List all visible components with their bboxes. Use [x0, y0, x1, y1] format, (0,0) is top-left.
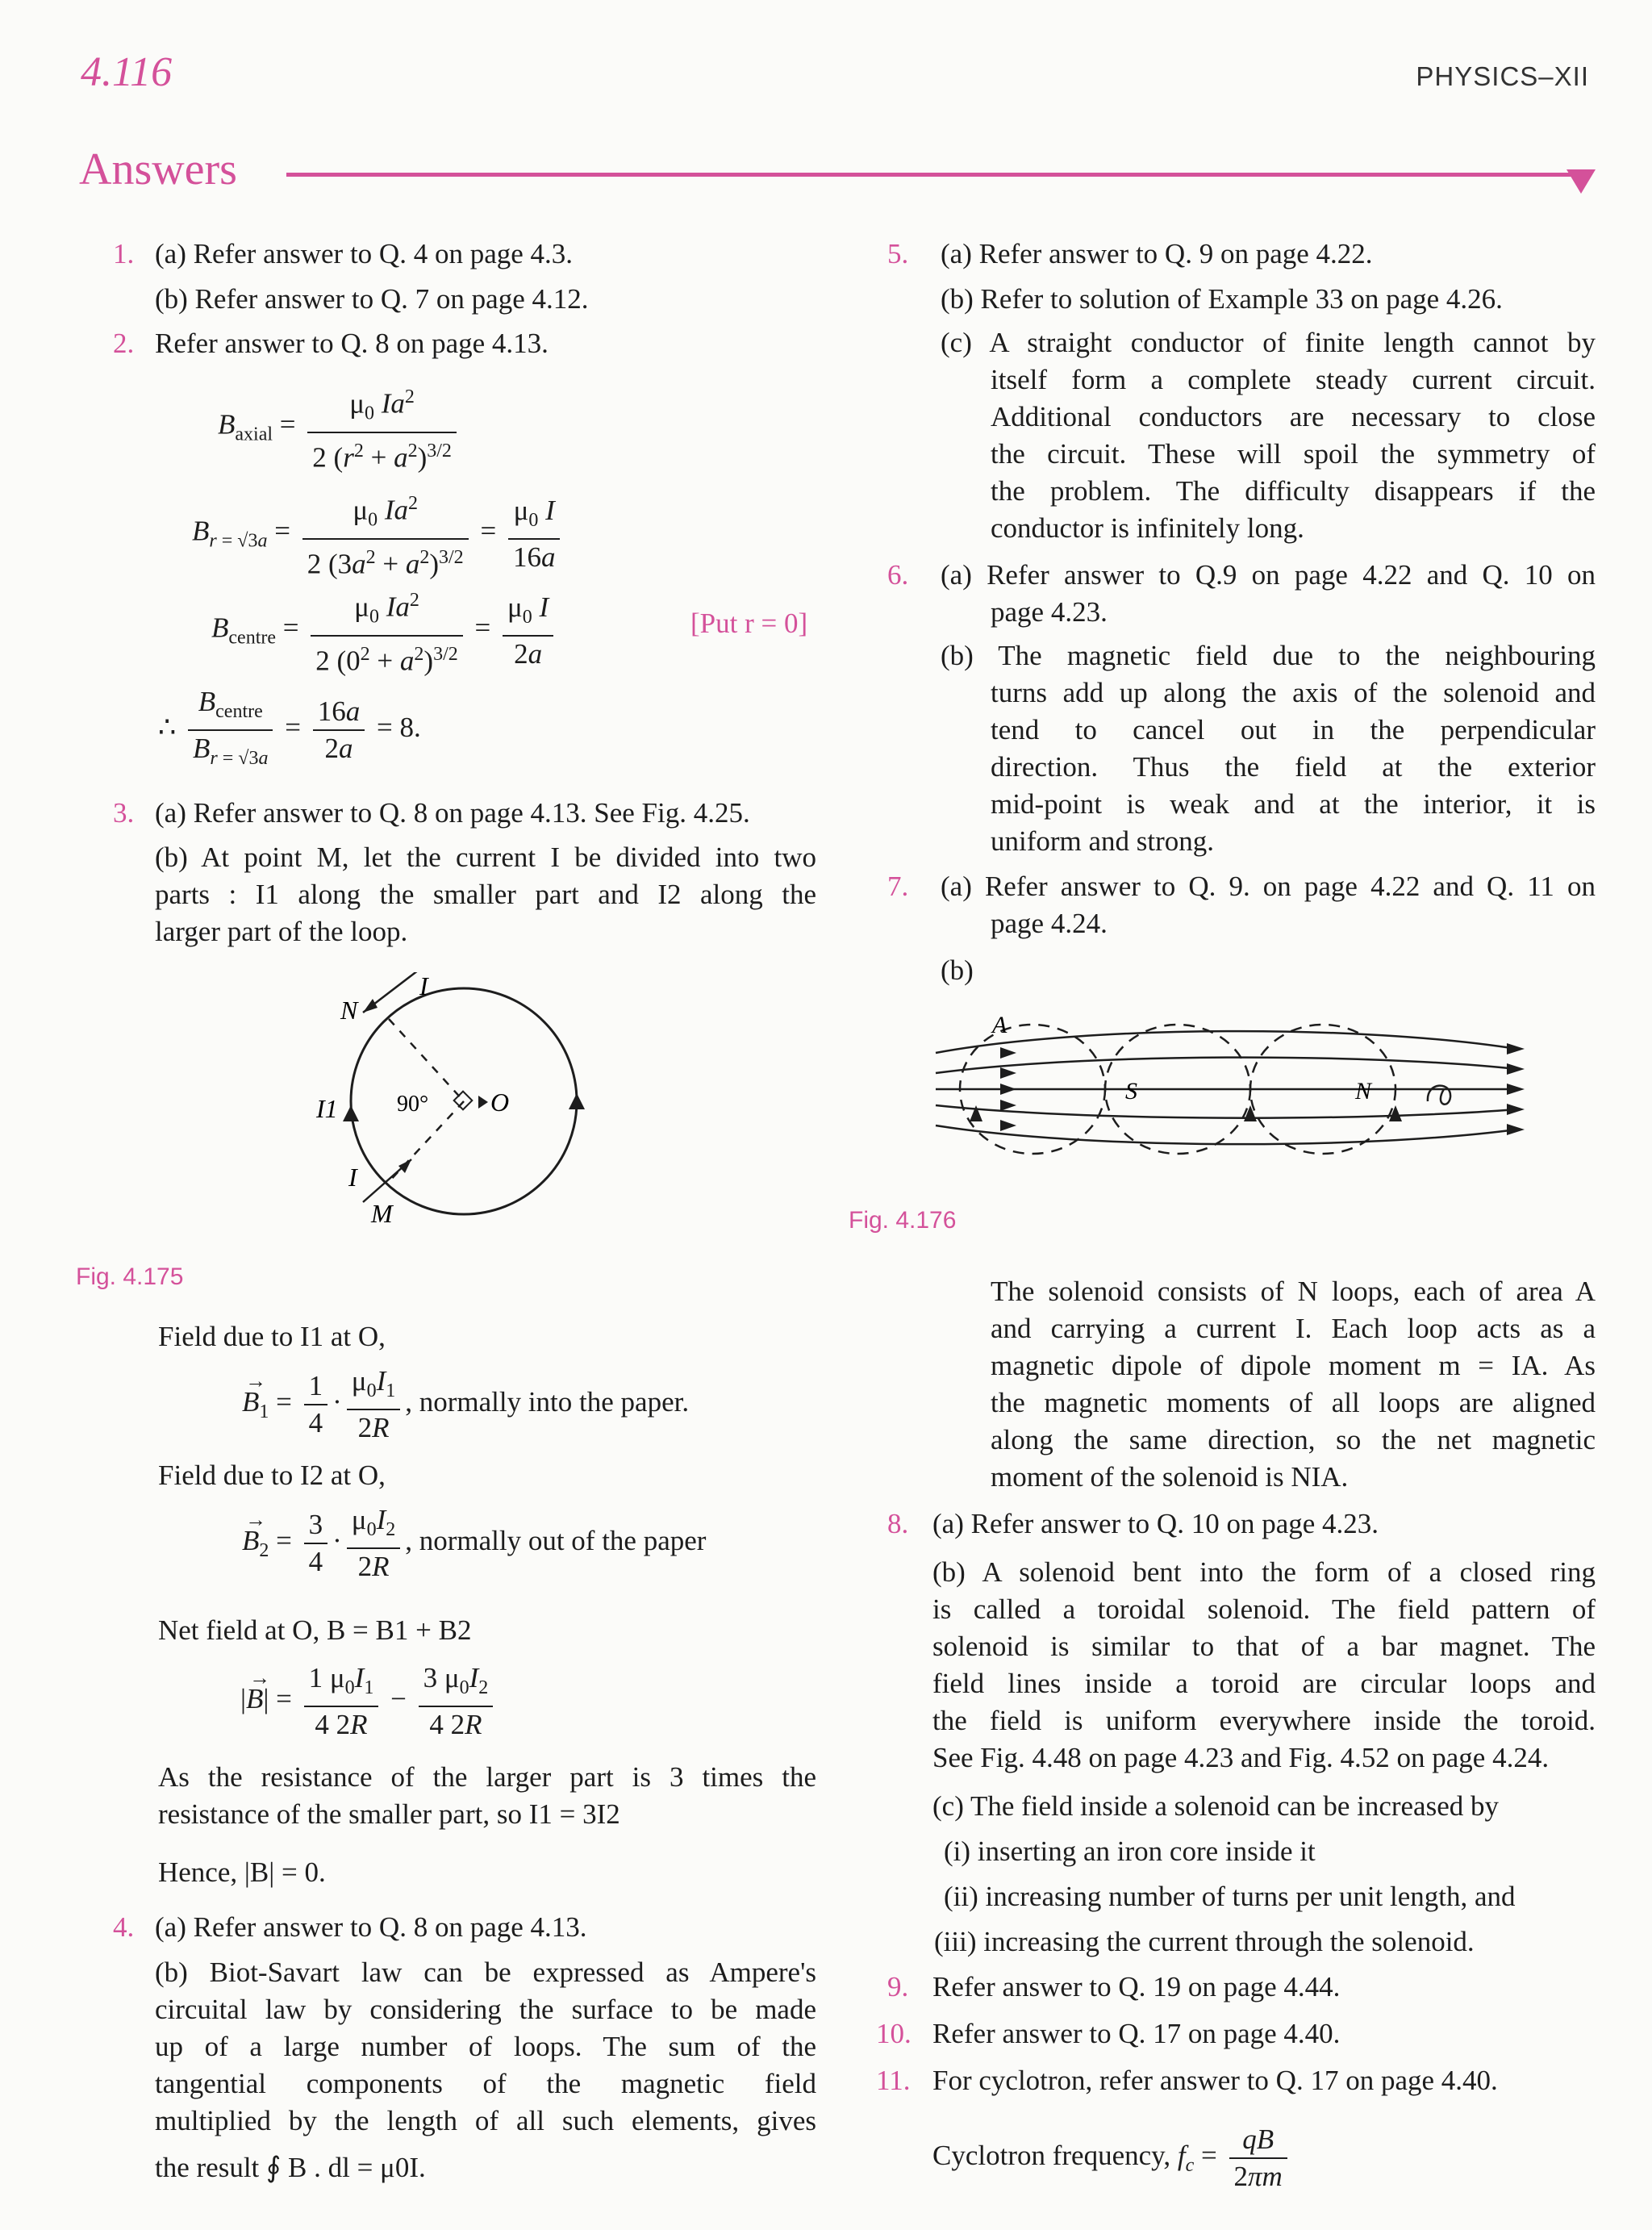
answer-5c-line-5: the problem. The difficulty disappears if the — [991, 475, 1596, 507]
resistance-line-1: As the resistance of the larger part is 3 times the — [158, 1761, 816, 1793]
cyclotron-label: Cyclotron frequency, — [932, 2140, 1171, 2172]
answer-7a-line-2: page 4.24. — [991, 908, 1108, 939]
solenoid-text-line-1: The solenoid consists of N loops, each of area A — [991, 1276, 1596, 1307]
answer-number-7: 7. — [887, 871, 909, 902]
answer-8c: (c) The field inside a solenoid can be increased by — [932, 1790, 1499, 1822]
fig-4-175-diagram — [298, 972, 621, 1238]
put-r-zero: [Put r = 0] — [690, 608, 808, 639]
title-rule — [286, 173, 1577, 177]
answer-2: Refer answer to Q. 8 on page 4.13. — [155, 328, 549, 359]
answer-7b: (b) — [941, 954, 974, 986]
answer-1b: (b) Refer answer to Q. 7 on page 4.12. — [155, 283, 589, 315]
running-title: PHYSICS–XII — [1416, 61, 1589, 91]
b2-direction: , normally out of the paper — [405, 1525, 707, 1557]
eq-net-b: |→ B| = $\frac{1 \mu_0I_1}{4 2R}$ − $\frac{3 \mu_0I_2}{4 2R}$ — [240, 1660, 498, 1743]
answer-5c-line-6: conductor is infinitely long. — [991, 512, 1304, 544]
label-o: O — [490, 1088, 510, 1117]
eq-b-axial: $B_{axial}$ = $\frac{\mu_0 Ia^2}{2 (r^2 + a^2)^{3/2}}$ — [218, 379, 461, 475]
answer-8b-line-1: (b) A solenoid bent into the form of a closed ring — [932, 1556, 1596, 1588]
answer-number-3: 3. — [113, 797, 135, 829]
fig-4-176-caption: Fig. 4.176 — [849, 1207, 957, 1234]
answer-6a-line-1: (a) Refer answer to Q.9 on page 4.22 and Q. 10 on — [941, 559, 1596, 591]
answer-4b-line-2: circuital law by considering the surface to be made — [155, 1994, 816, 2025]
answer-8b-line-6: See Fig. 4.48 on page 4.23 and Fig. 4.52 on page 4.24. — [932, 1742, 1550, 1773]
radius-line-to-n — [389, 1019, 464, 1101]
solenoid-text-line-2: and carrying a current I. Each loop acts as a — [991, 1313, 1596, 1344]
label-n: N — [1355, 1078, 1372, 1105]
label-n: N — [340, 996, 358, 1025]
answer-8b-line-5: the field is uniform everywhere inside the toroid. — [932, 1705, 1596, 1736]
fig-4-175-caption: Fig. 4.175 — [76, 1263, 184, 1290]
title-rule-arrow — [1566, 169, 1596, 194]
label-a: A — [992, 1012, 1007, 1038]
section-title: Answers — [79, 144, 237, 194]
answer-number-9: 9. — [887, 1971, 909, 2002]
answer-6b-line-4: direction. Thus the field at the exterior — [991, 751, 1596, 783]
eq-b-centre: $B_{centre}$ = $\frac{\mu_0 Ia^2}{2 (0^2 + a^2)^{3/2}}$ = $\frac{\mu_0 I}{2a}$ — [211, 583, 558, 679]
page-number: 4.116 — [81, 49, 173, 95]
solenoid-text-line-5: along the same direction, so the net magnetic — [991, 1424, 1596, 1455]
answer-8b-line-4: field lines inside a toroid are circular loops and — [932, 1668, 1596, 1699]
answer-5c-line-2: itself form a complete steady current circuit. — [991, 364, 1596, 395]
answer-6b-line-5: mid-point is weak and at the interior, it is — [991, 788, 1596, 820]
answer-8b-line-3: solenoid is similar to that of a bar magnet. The — [932, 1631, 1596, 1662]
answer-1a: (a) Refer answer to Q. 4 on page 4.3. — [155, 238, 574, 269]
answer-8b-line-2: is called a toroidal solenoid. The field pattern of — [932, 1593, 1596, 1625]
field-i2-text: Field due to I2 at O, — [158, 1460, 386, 1491]
net-field-text: Net field at O, B = B1 + B2 — [158, 1614, 472, 1646]
arrow-i1 — [343, 1105, 359, 1121]
answer-4b-line-6: the result ∮ B . dl = μ0I. — [155, 2152, 426, 2183]
answer-3a: (a) Refer answer to Q. 8 on page 4.13. See Fig. 4.25. — [155, 797, 750, 829]
answer-5c-line-3: Additional conductors are necessary to close — [991, 401, 1596, 432]
answer-6b-line-6: uniform and strong. — [991, 825, 1215, 857]
label-s: S — [1125, 1078, 1137, 1105]
answer-9: Refer answer to Q. 19 on page 4.44. — [932, 1971, 1341, 2002]
answer-6b-line-3: tend to cancel out in the perpendicular — [991, 714, 1596, 745]
answer-4b-line-5: multiplied by the length of all such elements, gives — [155, 2105, 816, 2136]
resistance-line-2: resistance of the smaller part, so I1 = 3I2 — [158, 1798, 620, 1830]
answer-10: Refer answer to Q. 17 on page 4.40. — [932, 2018, 1341, 2049]
answer-4b-line-4: tangential components of the magnetic field — [155, 2068, 816, 2099]
arrow-i2 — [569, 1093, 585, 1109]
answer-8c-i: (i) inserting an iron core inside it — [944, 1835, 1316, 1867]
answer-6a-line-2: page 4.23. — [991, 596, 1108, 628]
label-i-bottom: I — [348, 1163, 357, 1192]
eq-b2: → $B_2$ = $\frac{3}{4}$ · $\frac{\mu_0I_2}{2R}$ , normally out of the paper — [242, 1502, 706, 1585]
answer-3b-line-2: parts : I1 along the smaller part and I2 along the — [155, 879, 816, 910]
solenoid-text-line-4: the magnetic moments of all loops are aligned — [991, 1387, 1596, 1418]
label-m: M — [371, 1199, 393, 1228]
answer-8c-iii: (iii) increasing the current through the solenoid. — [934, 1926, 1475, 1957]
hence-result: Hence, |B| = 0. — [158, 1856, 326, 1888]
label-i-top: I — [419, 972, 428, 1000]
answer-3b-line-1: (b) At point M, let the current I be divided into two — [155, 841, 816, 873]
answer-4b-line-1: (b) Biot-Savart law can be expressed as Ampere's — [155, 1956, 816, 1988]
solenoid-text-line-3: magnetic dipole of dipole moment m = IA. As — [991, 1350, 1596, 1381]
field-line-2 — [936, 1058, 1516, 1073]
cyclotron-frequency: Cyclotron frequency, $f_c$ = $\frac{qB}{2\pi m}$ — [932, 2122, 1292, 2195]
answer-number-8: 8. — [887, 1508, 909, 1539]
solenoid-text-line-6: moment of the solenoid is NIA. — [991, 1461, 1349, 1493]
answer-5c-line-4: the circuit. These will spoil the symmetry of — [991, 438, 1596, 470]
field-line-5 — [936, 1125, 1516, 1144]
answer-7a-line-1: (a) Refer answer to Q. 9. on page 4.22 and Q. 11 on — [941, 871, 1596, 902]
answer-5a: (a) Refer answer to Q. 9 on page 4.22. — [941, 238, 1373, 269]
answer-number-2: 2. — [113, 328, 135, 359]
answer-6b-line-1: (b) The magnetic field due to the neighbouring — [941, 640, 1596, 671]
eq-ratio: ∴ $\frac{B_{centre}}{B_{r = √3a}}$ = $\frac{16a}{2a}$ = 8. — [158, 684, 421, 776]
field-line-4 — [936, 1105, 1516, 1118]
answer-number-5: 5. — [887, 238, 909, 269]
field-i1-text: Field due to I1 at O, — [158, 1321, 386, 1352]
answer-4b-line-3: up of a large number of loops. The sum of the — [155, 2031, 816, 2062]
answer-number-10: 10. — [876, 2018, 912, 2049]
answer-number-1: 1. — [113, 238, 135, 269]
ratio-result: = 8. — [376, 712, 421, 744]
answer-8a: (a) Refer answer to Q. 10 on page 4.23. — [932, 1508, 1379, 1539]
label-i1: I1 — [316, 1094, 338, 1123]
answer-3b-line-3: larger part of the loop. — [155, 916, 408, 947]
label-angle: 90° — [397, 1092, 429, 1117]
answer-number-4: 4. — [113, 1911, 135, 1943]
b1-direction: , normally into the paper. — [405, 1386, 690, 1418]
fig-4-176-diagram — [928, 1009, 1525, 1162]
answer-11: For cyclotron, refer answer to Q. 17 on page 4.40. — [932, 2065, 1498, 2096]
answer-4a: (a) Refer answer to Q. 8 on page 4.13. — [155, 1911, 587, 1943]
answer-5b: (b) Refer to solution of Example 33 on page 4.26. — [941, 283, 1503, 315]
answer-8c-ii: (ii) increasing number of turns per unit length, and — [944, 1881, 1516, 1912]
answer-number-6: 6. — [887, 559, 909, 591]
answer-number-11: 11. — [876, 2065, 911, 2096]
answer-6b-line-2: turns add up along the axis of the solenoid and — [991, 677, 1596, 708]
answer-5c-line-1: (c) A straight conductor of finite length cannot by — [941, 327, 1596, 358]
eq-b-root3a: $B_{r = √3a}$ = $\frac{\mu_0 Ia^2}{2 (3a^2 + a^2)^{3/2}}$ = $\frac{\mu_0 I}{16a}$ — [192, 486, 565, 582]
eq-b1: → $B_1$ = $\frac{1}{4}$ · $\frac{\mu_0I_1}{2R}$ , normally into the paper. — [242, 1363, 689, 1446]
